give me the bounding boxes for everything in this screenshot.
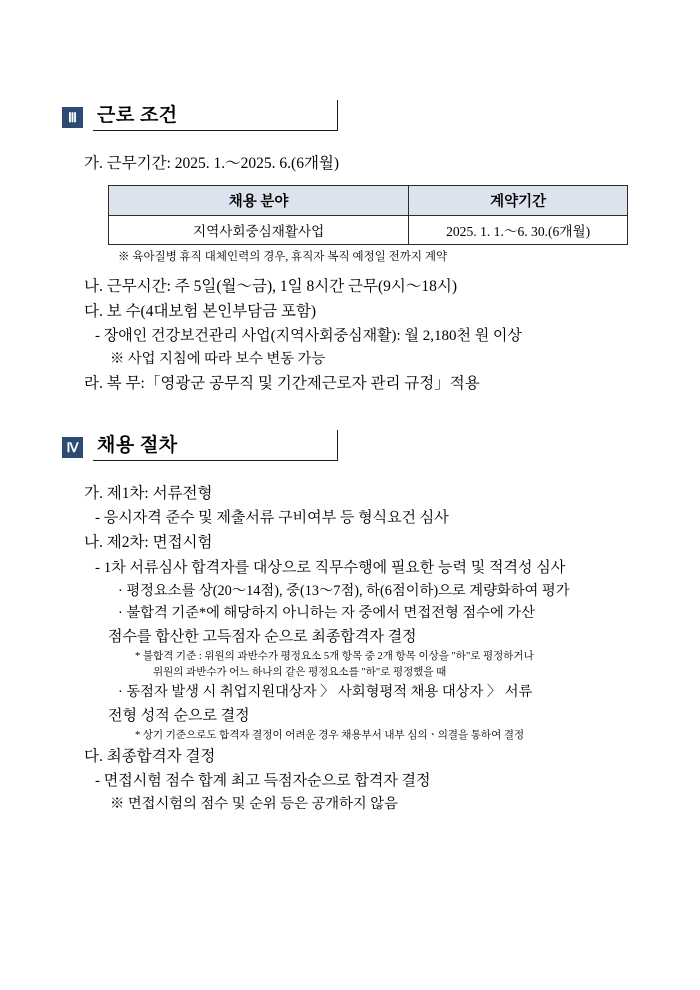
item-step1-detail: - 응시자격 준수 및 제출서류 구비여부 등 형식요건 심사 (95, 510, 449, 527)
item-work-hours: 나. 근무시간: 주 5일(월～금), 1일 8시간 근무(9시～18시) (84, 278, 458, 296)
item-step2: 나. 제2차: 면접시험 (84, 534, 213, 552)
table-cell-field: 지역사회중심재활사업 (109, 216, 409, 245)
section-title-box (93, 100, 338, 131)
footnote-fail-criteria-cont: 위원의 과반수가 어느 하나의 같은 평정요소를 "하"로 평정했을 때 (153, 666, 447, 678)
table-header-period: 계약기간 (409, 186, 628, 216)
section-heading-hiring-process (62, 430, 640, 461)
item-salary: 다. 보 수(4대보험 본인부담금 포함) (84, 303, 317, 321)
item-step2-detail: - 1차 서류심사 합격자를 대상으로 직무수행에 필요한 능력 및 적격성 심사 (95, 559, 566, 576)
section-heading-working-conditions (62, 100, 640, 131)
table-header-field: 채용 분야 (109, 186, 409, 216)
item-service-rules: 라. 복 무:「영광군 공무직 및 기간제근로자 관리 규정」적용 (84, 375, 480, 393)
table-cell-period: 2025. 1. 1.～6. 30.(6개월) (409, 216, 628, 245)
section-title: 채용 절차 (97, 435, 178, 457)
item-step2-criteria-cont: 점수를 합산한 고득점자 순으로 최종합격자 결정 (108, 628, 417, 645)
section-number-badge: Ⅲ (62, 107, 83, 128)
item-final-decision-detail: - 면접시험 점수 합계 최고 득점자순으로 합격자 결정 (95, 773, 431, 790)
item-tiebreak-cont: 전형 성적 순으로 결정 (108, 707, 250, 724)
item-step1: 가. 제1차: 서류전형 (84, 485, 213, 503)
footnote-fail-criteria: * 불합격 기준 : 위원의 과반수가 평정요소 5개 항목 중 2개 항목 이상을 "하"로 평정하거나 (135, 650, 534, 662)
item-salary-note: ※ 사업 지침에 따라 보수 변동 가능 (110, 351, 326, 368)
footnote-tiebreak: * 상기 기준으로도 합격자 결정이 어려운 경우 채용부서 내부 심의ㆍ의결을 통하여 결정 (135, 729, 525, 741)
section-title: 근로 조건 (97, 105, 178, 126)
table-note: ※ 육아질병 휴직 대체인력의 경우, 휴직자 복직 예정일 전까지 계약 (118, 251, 448, 264)
section-title-box (93, 430, 338, 461)
item-final-decision-note: ※ 면접시험의 점수 및 순위 등은 공개하지 않음 (110, 796, 398, 813)
item-final-decision: 다. 최종합격자 결정 (84, 748, 216, 766)
section-number-badge: Ⅳ (62, 437, 83, 458)
table-row (109, 216, 628, 245)
contract-table (108, 185, 628, 245)
table-header-row (109, 186, 628, 216)
item-step2-criteria: · 불합격 기준*에 해당하지 아니하는 자 중에서 면접전형 점수에 가산 (118, 605, 535, 622)
item-work-period: 가. 근무기간: 2025. 1.～2025. 6.(6개월) (84, 155, 340, 172)
item-salary-detail: - 장애인 건강보건관리 사업(지역사회중심재활): 월 2,180천 원 이상 (95, 328, 522, 345)
item-tiebreak: · 동점자 발생 시 취업지원대상자 〉 사회형평적 채용 대상자 〉 서류 (118, 684, 533, 701)
top-spacer (0, 0, 700, 100)
item-step2-scoring: · 평정요소를 상(20～14점), 중(13～7점), 하(6점이하)으로 계량화하여 평가 (118, 582, 570, 599)
